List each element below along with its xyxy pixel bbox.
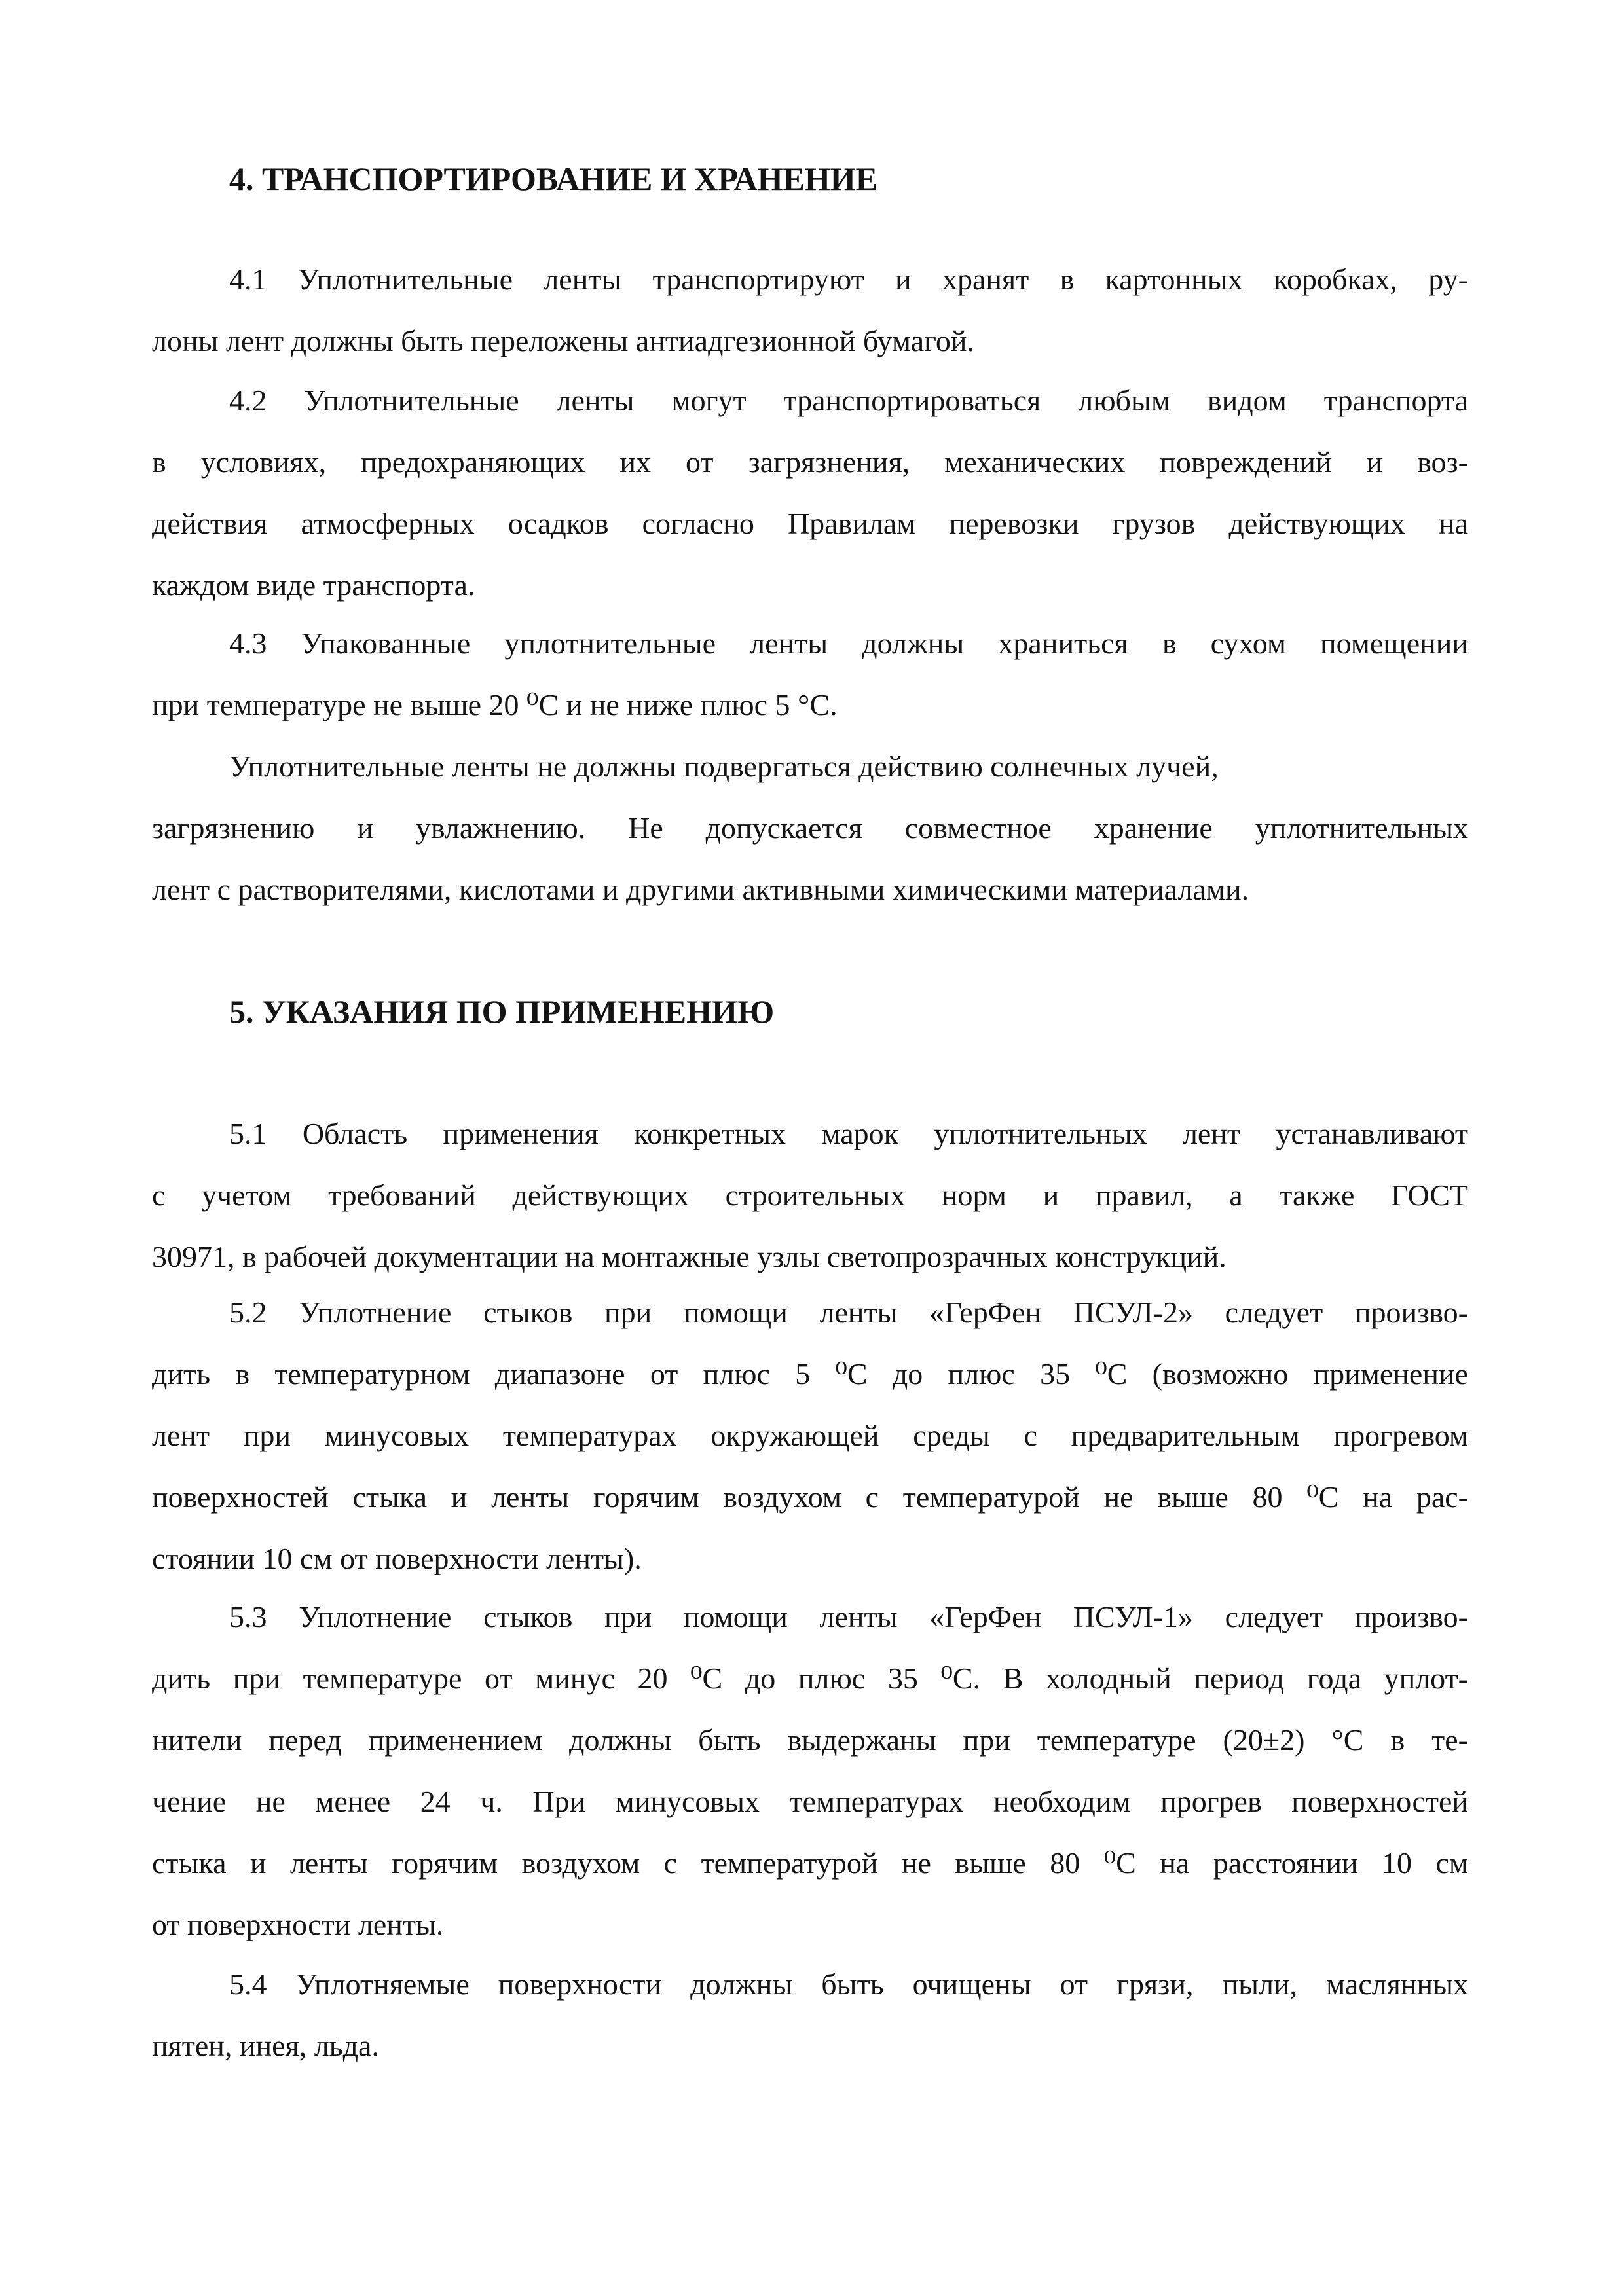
text-line: с учетом требований действующих строительных норм и правил, а также ГОСТ (152, 1178, 1468, 1212)
text-line: стыка и ленты горячим воздухом с температурой не выше 80 ⁰С на расстоянии 10 см (152, 1846, 1468, 1880)
text-line: лент с растворителями, кислотами и другими активными химическими материалами. (152, 873, 1249, 906)
text-line: пятен, инея, льда. (152, 2029, 379, 2062)
text-line: 5.4 Уплотняемые поверхности должны быть очищены от грязи, пыли, маслянных (229, 1967, 1468, 2001)
section-5-heading: 5. УКАЗАНИЯ ПО ПРИМЕНЕНИЮ (229, 993, 775, 1030)
paragraph-5-3 (152, 1586, 1468, 1956)
text-line: Уплотнительные ленты не должны подвергаться действию солнечных лучей, (229, 750, 1219, 783)
paragraph-4-3 (152, 613, 1468, 736)
text-line: дить в температурном диапазоне от плюс 5 ⁰С до плюс 35 ⁰С (возможно применение (152, 1357, 1468, 1391)
paragraph-4-4 (152, 736, 1468, 920)
text-line: 30971, в рабочей документации на монтажные узлы светопрозрачных конструкций. (152, 1240, 1227, 1273)
text-line: 4.3 Упакованные уплотнительные ленты должны храниться в сухом помещении (229, 627, 1468, 660)
text-line: 4.2 Уплотнительные ленты могут транспортироваться любым видом транспорта (229, 384, 1468, 417)
paragraph-4-2 (152, 370, 1468, 616)
text-line: лент при минусовых температурах окружающей среды с предварительным прогревом (152, 1419, 1468, 1452)
text-line: дить при температуре от минус 20 ⁰С до плюс 35 ⁰С. В холодный период года уплот- (152, 1662, 1468, 1695)
text-line: загрязнению и увлажнению. Не допускается совместное хранение уплотнительных (152, 811, 1468, 845)
text-line: нители перед применением должны быть выдержаны при температуре (20±2) °С в те- (152, 1723, 1468, 1757)
text-line: 5.3 Уплотнение стыков при помощи ленты «ГерФен ПСУЛ-1» следует произво- (229, 1600, 1468, 1633)
paragraph-5-4 (152, 1954, 1468, 2077)
text-line: поверхностей стыка и ленты горячим воздухом с температурой не выше 80 ⁰С на рас- (152, 1480, 1468, 1514)
paragraph-5-1 (152, 1103, 1468, 1288)
text-line: чение не менее 24 ч. При минусовых температурах необходим прогрев поверхностей (152, 1785, 1468, 1818)
text-line: каждом виде транспорта. (152, 568, 475, 602)
text-line: лоны лент должны быть переложены антиадгезионной бумагой. (152, 324, 974, 357)
text-line: 5.1 Область применения конкретных марок уплотнительных лент устанавливают (229, 1117, 1468, 1150)
paragraph-5-2 (152, 1282, 1468, 1590)
text-line: от поверхности ленты. (152, 1908, 444, 1941)
text-line: действия атмосферных осадков согласно Правилам перевозки грузов действующих на (152, 507, 1468, 540)
text-line: стоянии 10 см от поверхности ленты). (152, 1542, 642, 1575)
text-line: 5.2 Уплотнение стыков при помощи ленты «ГерФен ПСУЛ-2» следует произво- (229, 1296, 1468, 1329)
text-line: при температуре не выше 20 ⁰С и не ниже плюс 5 °С. (152, 688, 838, 721)
text-line: в условиях, предохраняющих их от загрязнения, механических повреждений и воз- (152, 445, 1468, 479)
text-line: 4.1 Уплотнительные ленты транспортируют и хранят в картонных коробках, ру- (229, 263, 1468, 296)
paragraph-4-1 (152, 249, 1468, 372)
section-4-heading: 4. ТРАНСПОРТИРОВАНИЕ И ХРАНЕНИЕ (229, 160, 877, 197)
